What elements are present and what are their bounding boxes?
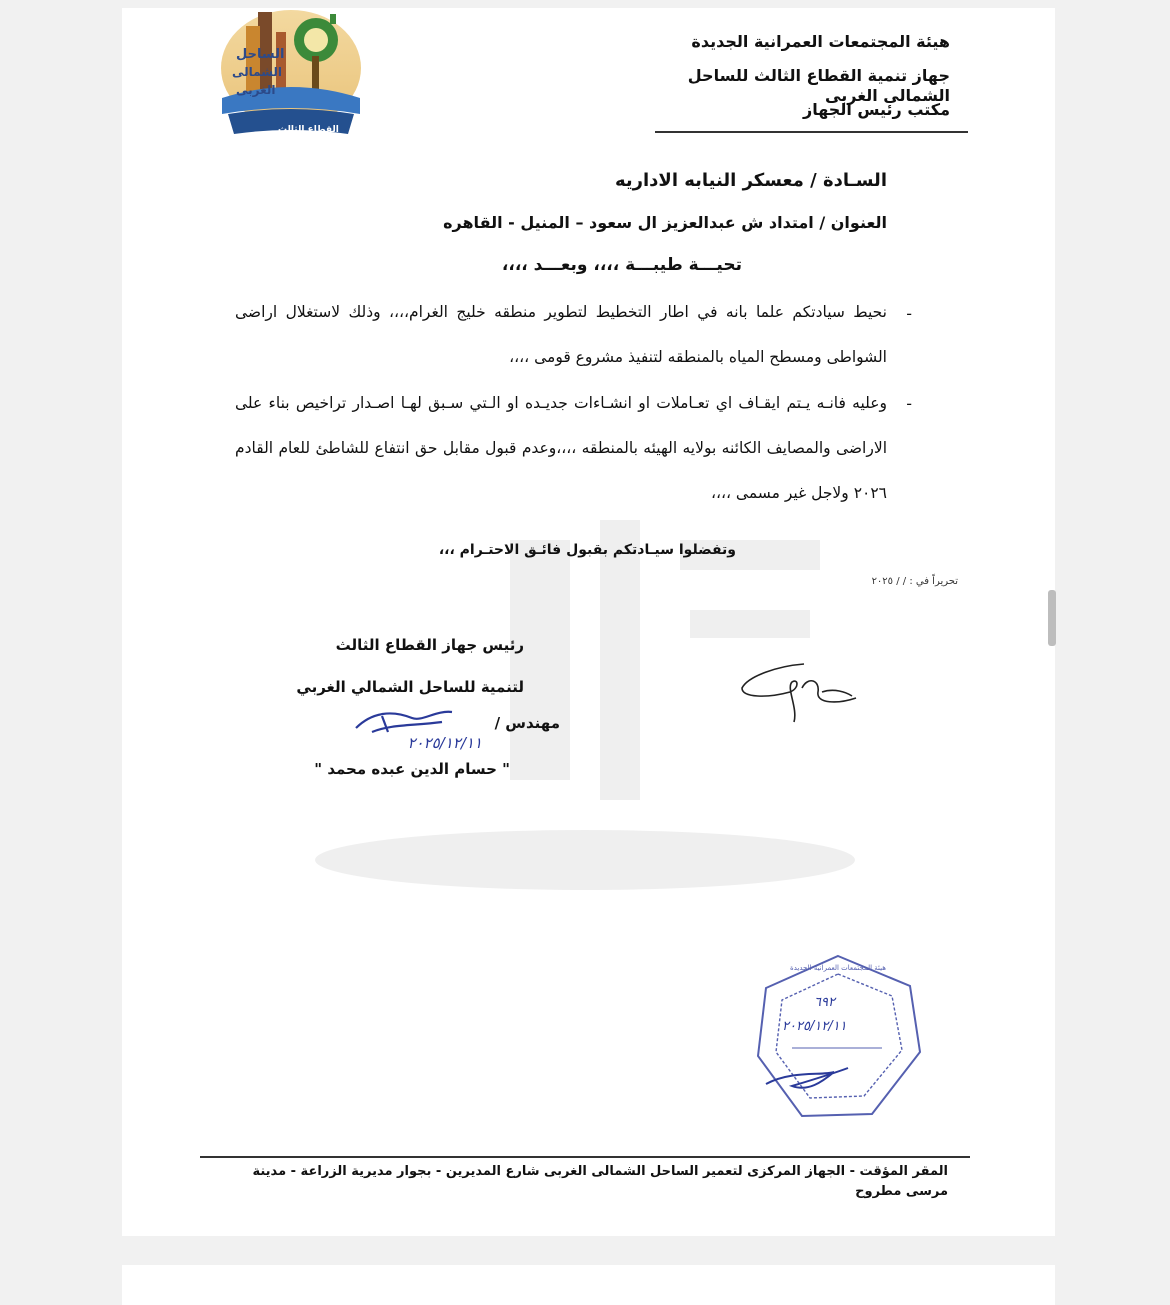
stamp-date: ٢٠٢٥/١٢/١١ xyxy=(782,1019,847,1034)
signatory-title-3: مهندس / xyxy=(494,714,560,732)
greeting: تحيـــة طيبـــة ،،،، وبعـــد ،،،، xyxy=(501,255,742,275)
authority-logo xyxy=(218,6,364,141)
next-page-edge xyxy=(122,1265,1055,1305)
recipient-to: السـادة / معسكر النيابه الاداريه xyxy=(614,170,887,191)
footer-divider xyxy=(200,1156,970,1158)
signature-scribble-small xyxy=(352,702,462,746)
bullet-mark-1: - xyxy=(906,304,912,323)
official-stamp xyxy=(752,952,924,1122)
date-line: تحريراً في : / / ٢٠٢٥ xyxy=(871,576,958,587)
handwritten-date: ٢٠٢٥/١٢/١١ xyxy=(407,734,482,752)
signatory-title-2: لتنمية للساحل الشمالي الغربي xyxy=(296,678,524,696)
stamp-number: ٦٩٢ xyxy=(814,995,835,1010)
header-org: هيئة المجتمعات العمرانية الجديدة xyxy=(691,32,950,51)
logo-text-3: الغربى xyxy=(236,83,276,97)
header-office: مكتب رئيس الجهاز xyxy=(803,100,950,119)
signatory-name: " حسام الدين عبده محمد " xyxy=(314,760,510,778)
footer-address: المقر المؤقت - الجهاز المركزى لتعمير الساحل الشمالى الغربى شارع المديرين - بجوار مديرية الزراعة - مدينة مرسى مطروح xyxy=(252,1164,948,1199)
paragraph-1: نحيط سيادتكم علما بانه في اطار التخطيط لتطوير منطقه خليج الغرام،،،، وذلك لاستغلال اراضى الشواطى ومسطح المياه بالمنطقه لتنفيذ مشروع قومى ،،،، xyxy=(235,303,887,366)
logo-text-2: الشمالى xyxy=(232,65,283,79)
scrollbar-thumb[interactable] xyxy=(1048,590,1056,646)
paragraph-2: وعليه فانـه يـتم ايقـاف اي تعـاملات او انشـاءات جديـده او الـتي سـبق لهـا اصـدار تراخيص بناء على الاراضى والمصايف الكائنه بولايه الهيئه بالمنطقه ،،،،وعدم قبول مقابل حق انتفاع للشاطئ للعام القادم ٢٠٢٦ ولاجل غير مسمى ،،،، xyxy=(235,394,887,502)
stamp-ring-text: هيئة المجتمعات العمرانية الجديدة xyxy=(790,964,886,972)
bullet-mark-2: - xyxy=(906,394,912,413)
header-agency: جهاز تنمية القطاع الثالث للساحل الشمالى الغربى xyxy=(687,66,950,105)
signature-scribble-main xyxy=(738,658,862,724)
closing-line: وتفضلوا سيـادتكم بقبول فائـق الاحتـرام ،،، xyxy=(438,542,736,558)
logo-bottom-text: القطاع الثالث xyxy=(278,125,339,135)
logo-text-1: الساحل xyxy=(236,47,285,62)
header-divider xyxy=(655,131,968,133)
recipient-address: العنوان / امتداد ش عبدالعزيز ال سعود – المنيل - القاهره xyxy=(443,213,887,232)
signatory-title-1: رئيس جهاز القطاع الثالث xyxy=(335,636,524,654)
